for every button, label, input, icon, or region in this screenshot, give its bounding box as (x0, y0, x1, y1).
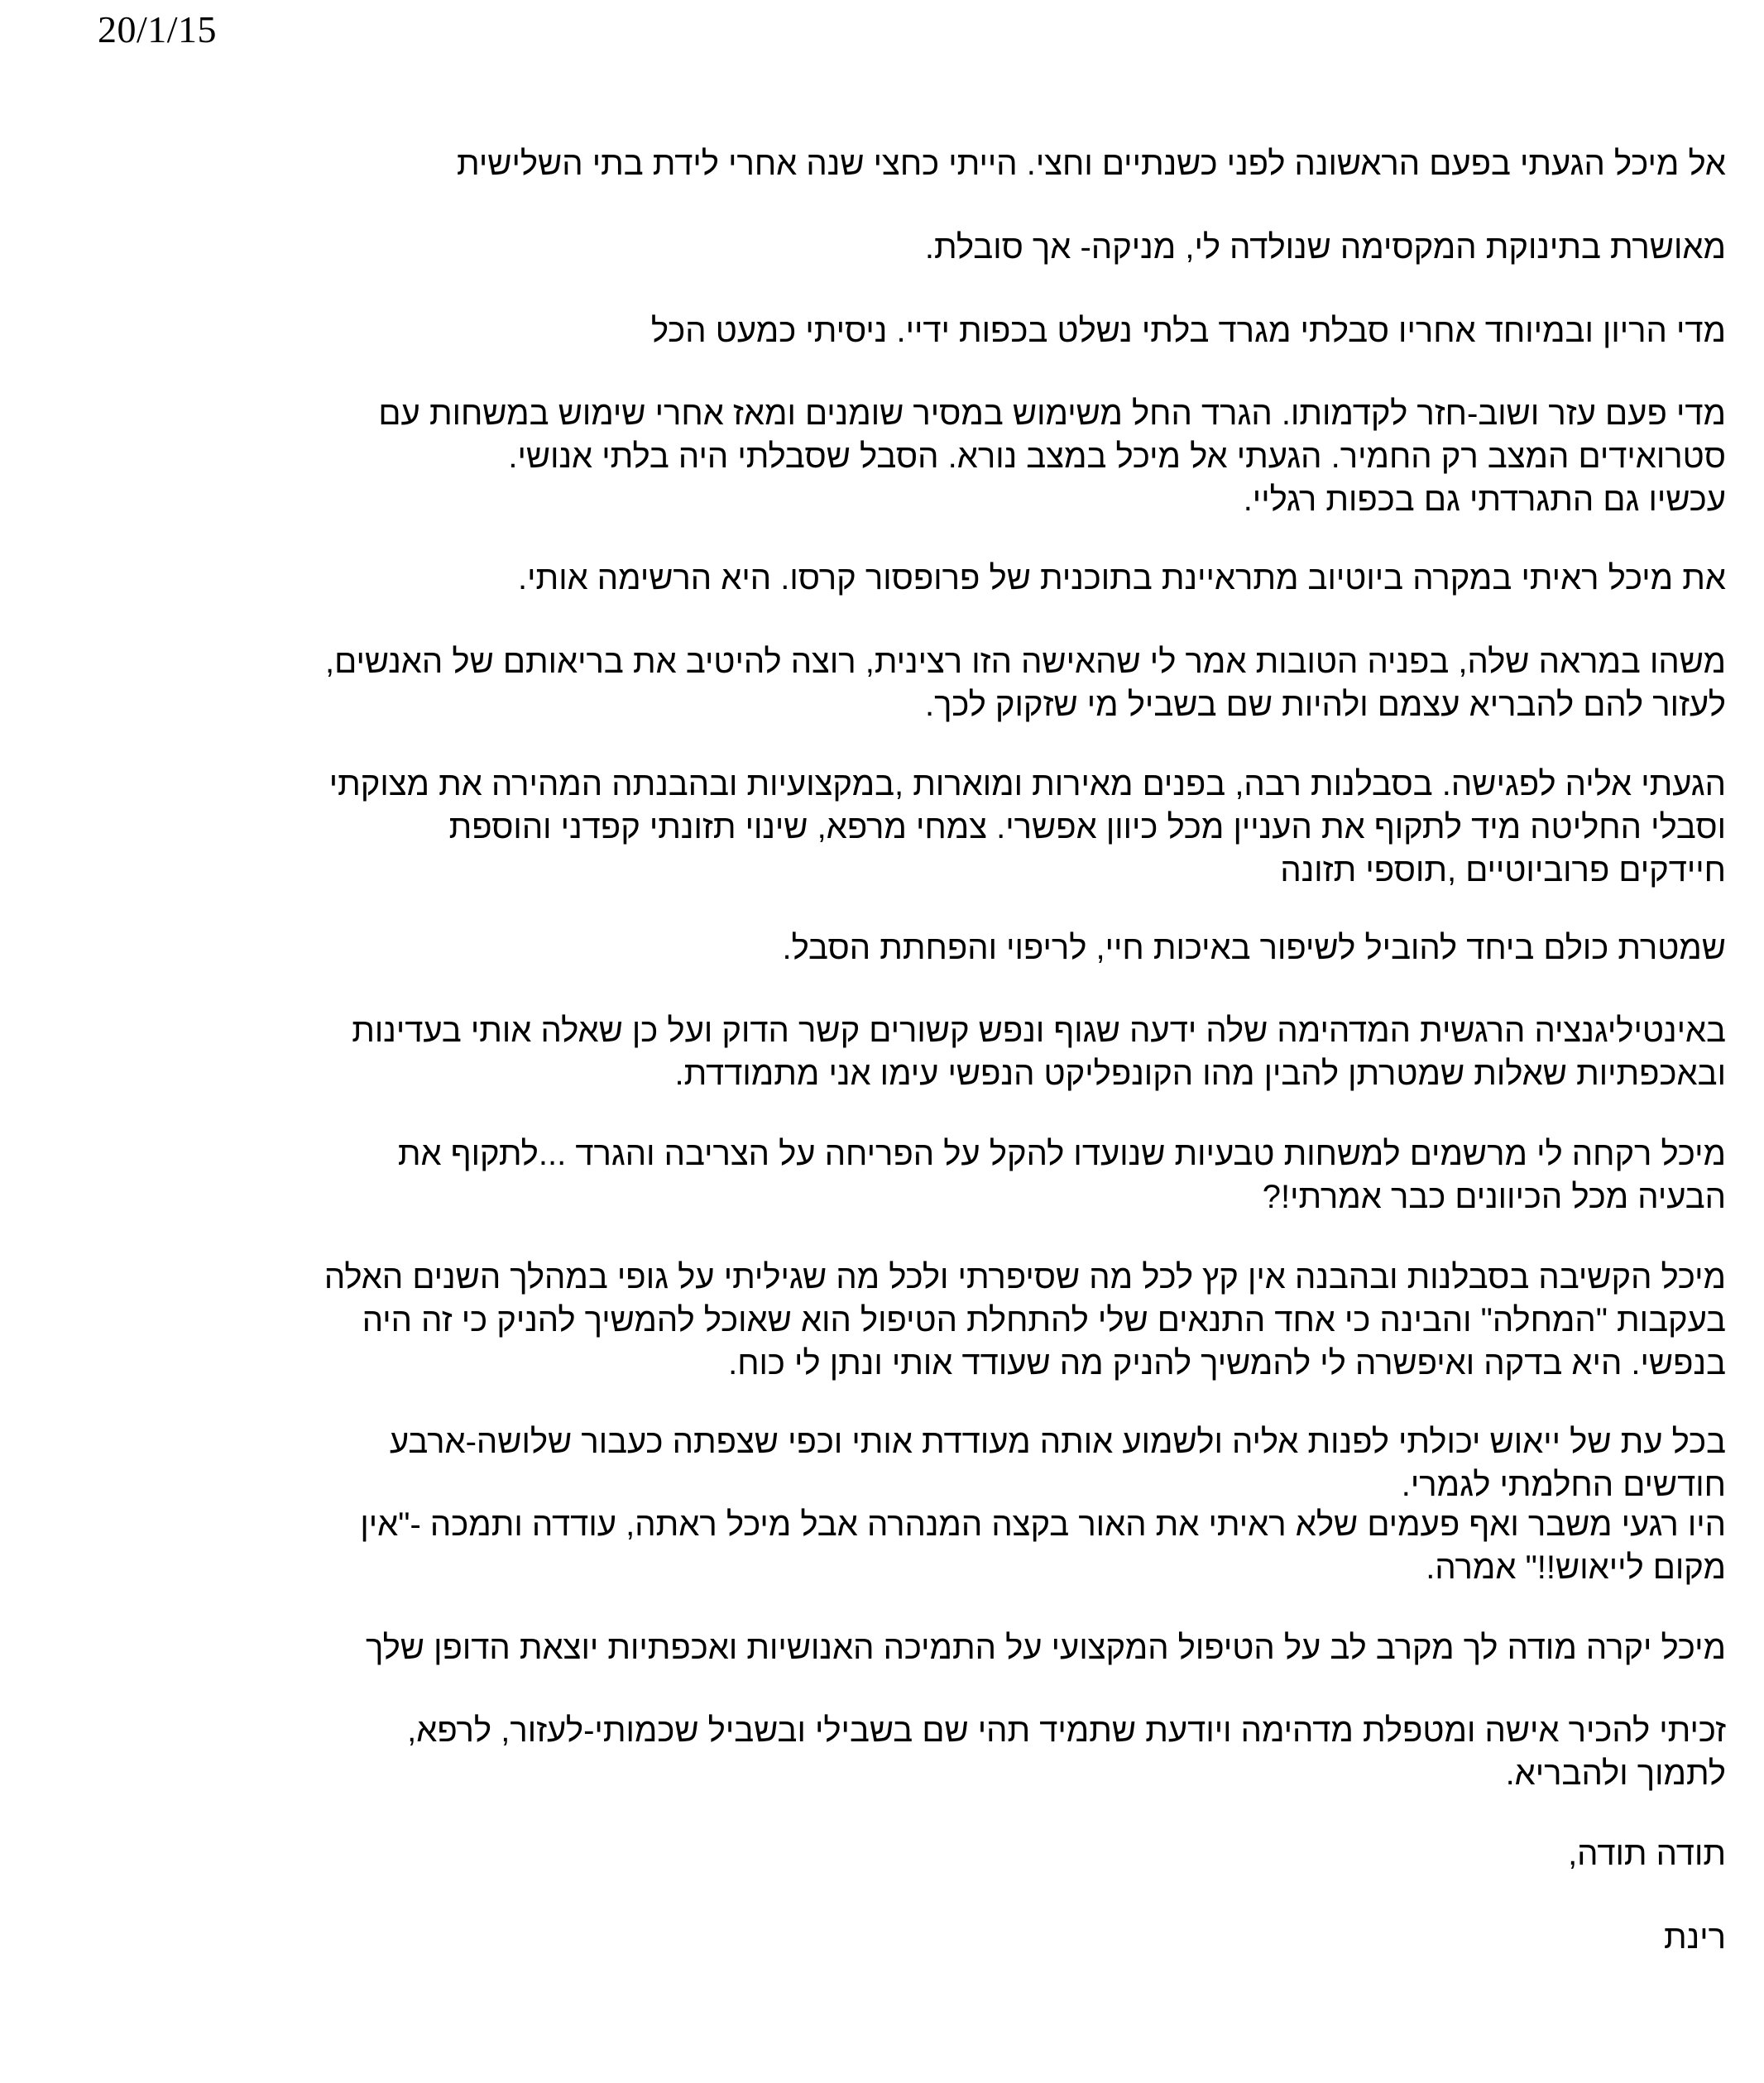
letter-line: עכשיו גם התגרדתי גם בכפות רגליי. (1243, 481, 1726, 518)
letter-line: היו רגעי משבר ואף פעמים שלא ראיתי את האור בקצה המנהרה אבל מיכל ראתה, עודדה ותמכה -"אין (360, 1506, 1726, 1543)
letter-line: את מיכל ראיתי במקרה ביוטיוב מתראיינת בתוכנית של פרופסור קרסו. היא הרשימה אותי. (518, 560, 1726, 596)
letter-line: רינת (1664, 1919, 1726, 1956)
letter-paragraph (99, 763, 1726, 892)
letter-paragraph (99, 1832, 1726, 1875)
letter-line: באינטיליגנציה הרגשית המדהימה שלה ידעה שגוף ונפש קשורים קשר הדוק ועל כן שאלה אותי בעדינות (352, 1013, 1726, 1049)
letter-paragraph (99, 927, 1726, 970)
letter-line: לעזור להם להבריא עצמם ולהיות שם בשביל מי שזקוק לכך. (924, 687, 1726, 723)
letter-line: בכל עת של ייאוש יכולתי לפנות אליה ולשמוע אותה מעודדת אותי וכפי שצפתה כעבור שלושה-ארבע (389, 1424, 1726, 1460)
letter-line: חודשים החלמתי לגמרי. (1401, 1467, 1726, 1503)
letter-paragraph (99, 1626, 1726, 1669)
letter-paragraph (99, 392, 1726, 521)
letter-line: בנפשי. היא בדקה ואיפשרה לי להמשיך להניק מה שעודד אותי ונתן לי כוח. (728, 1345, 1726, 1381)
letter-line: מאושרת בתינוקת המקסימה שנולדה לי, מניקה- אך סובלת. (924, 229, 1726, 266)
letter-paragraph (99, 1709, 1726, 1795)
letter-paragraph (99, 1503, 1726, 1589)
letter-line: מקום לייאוש!!" אמרה. (1426, 1549, 1726, 1586)
letter-line: משהו במראה שלה, בפניה הטובות אמר לי שהאישה הזו רצינית, רוצה להיטיב את בריאותם של האנשים, (325, 644, 1726, 680)
letter-line: אל מיכל הגעתי בפעם הראשונה לפני כשנתיים וחצי. הייתי כחצי שנה אחרי לידת בתי השלישית (457, 146, 1726, 182)
letter-line: מדי הריון ובמיוחד אחריו סבלתי מגרד בלתי נשלט בכפות ידיי. ניסיתי כמעט הכל (650, 313, 1726, 349)
letter-line: הבעיה מכל הכיוונים כבר אמרתי!? (1262, 1179, 1726, 1215)
letter-date: 20/1/15 (98, 8, 218, 50)
letter-line: שמטרת כולם ביחד להוביל לשיפור באיכות חיי, לריפוי והפחתת הסבל. (782, 930, 1726, 966)
letter-line: סטרואידים המצב רק החמיר. הגעתי אל מיכל במצב נורא. הסבל שסבלתי היה בלתי אנושי. (508, 438, 1726, 475)
letter-paragraph (99, 640, 1726, 726)
letter-line: זכיתי להכיר אישה ומטפלת מדהימה ויודעת שתמיד תהי שם בשבילי ובשביל שכמותי-לעזור, לרפא, (407, 1712, 1726, 1749)
letter-line: מיכל רקחה לי מרשמים למשחות טבעיות שנועדו להקל על הפריחה על הצריבה והגרד ...לתקוף את (397, 1136, 1726, 1172)
letter-paragraph (99, 1420, 1726, 1506)
letter-line: תודה תודה, (1568, 1836, 1726, 1872)
letter-paragraph (99, 1256, 1726, 1385)
letter-paragraph (99, 1009, 1726, 1095)
letter-line: וסבלי החליטה מיד לתקוף את העניין מכל כיוון אפשרי. צמחי מרפא, שינוי תזונתי קפדני והוספת (448, 809, 1726, 845)
letter-line: לתמוך ולהבריא. (1505, 1755, 1726, 1792)
letter-paragraph (99, 557, 1726, 600)
letter-line: ובאכפתיות שאלות שמטרתן להבין מהו הקונפליקט הנפשי עימו אני מתמודדת. (674, 1056, 1726, 1092)
letter-line: בעקבות "המחלה" והבינה כי אחד התנאים שלי להתחלת הטיפול הוא שאוכל להמשיך להניק כי זה היה (362, 1302, 1726, 1338)
letter-paragraph (99, 1916, 1726, 1959)
letter-paragraph (99, 142, 1726, 185)
letter-line: מיכל יקרה מודה לך מקרב לב על הטיפול המקצועי על התמיכה האנושיות ואכפתיות יוצאת הדופן שלך (366, 1630, 1726, 1666)
letter-line: חיידקים פרוביוטיים ,תוספי תזונה (1280, 852, 1726, 888)
letter-line: מיכל הקשיבה בסבלנות ובהבנה אין קץ לכל מה שסיפרתי ולכל מה שגיליתי על גופי במהלך השנים האלה (324, 1259, 1726, 1295)
letter-paragraph (99, 1132, 1726, 1219)
letter-paragraph (99, 226, 1726, 269)
letter-line: הגעתי אליה לפגישה. בסבלנות רבה, בפנים מאירות ומוארות ,במקצועיות ובהבנתה המהירה את מצוקתי (328, 766, 1726, 802)
letter-line: מדי פעם עזר ושוב-חזר לקדמותו. הגרד החל משימוש במסיר שומנים ומאז אחרי שימוש במשחות עם (378, 395, 1726, 432)
letter-paragraph (99, 309, 1726, 352)
